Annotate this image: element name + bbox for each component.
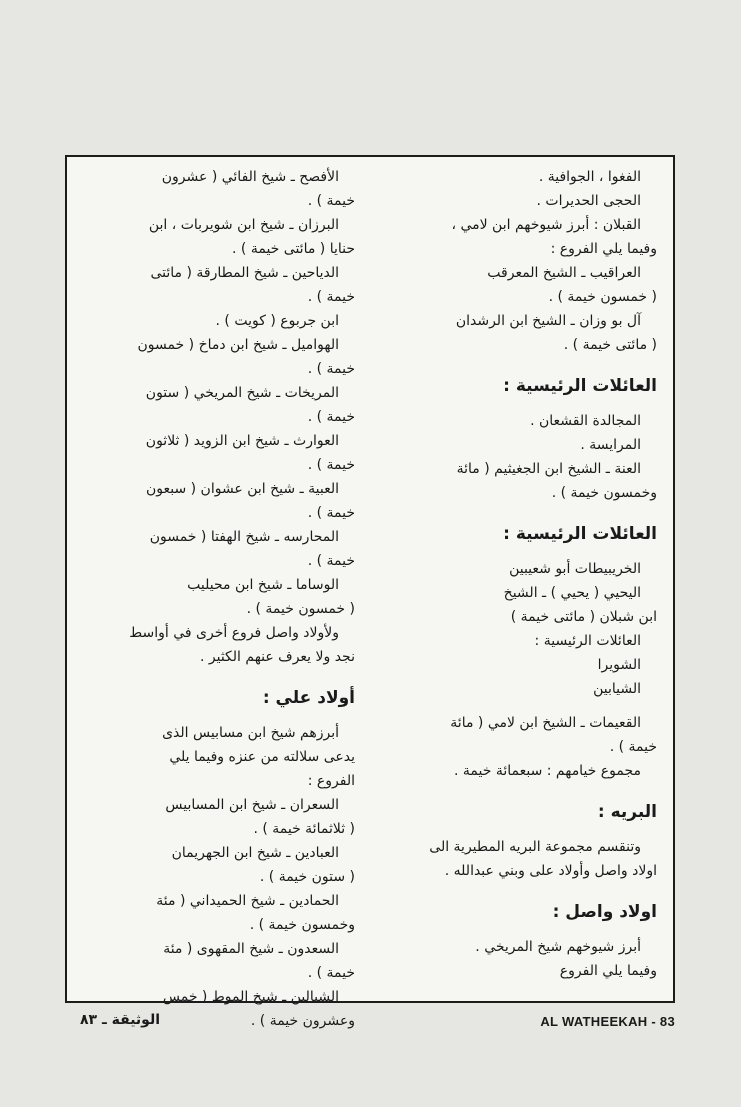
text-line: العبادين ـ شيخ ابن الجهريمان (171, 845, 339, 861)
text-line: ( خمسون خيمة ) . (246, 601, 355, 617)
text-line: حنايا ( مائتى خيمة ) . (232, 241, 355, 257)
text-line: المرايسة . (580, 437, 641, 453)
text-line: الوساما ـ شيخ ابن محيليب (187, 577, 339, 593)
text-line: وخمسون خيمة ) . (551, 485, 657, 501)
text-line: خيمة ) . (307, 361, 355, 377)
section-heading: اولاد واصل : (552, 902, 657, 922)
text-line: ولأولاد واصل فروع أخرى في أواسط (129, 625, 339, 641)
text-line: الشويرا (597, 657, 641, 673)
text-line: الحجى الحديرات . (536, 193, 641, 209)
text-line: خيمة ) . (307, 289, 355, 305)
text-line: آل بو وزان ـ الشيخ ابن الرشدان (455, 313, 641, 329)
text-line: اليحيي ( يحيي ) ـ الشيخ (503, 585, 641, 601)
text-line: القعيمات ـ الشيخ ابن لامي ( مائة (450, 715, 641, 731)
right-column (379, 165, 657, 983)
section-heading: العائلات الرئيسية : (503, 376, 657, 396)
text-line: القبلان : أبرز شيوخهم ابن لامي ، (451, 217, 641, 233)
text-line: ( مائتى خيمة ) . (563, 337, 657, 353)
text-line: نجد ولا يعرف عنهم الكثير . (199, 649, 355, 665)
text-line: الخريبيطات أبو شعيبين (509, 561, 641, 577)
text-line: خيمة ) . (307, 965, 355, 981)
text-line: وعشرون خيمة ) . (250, 1013, 355, 1029)
text-line: المحارسه ـ شيخ الهفتا ( خمسون (149, 529, 339, 545)
text-line: خيمة ) . (307, 457, 355, 473)
text-line: ابن جربوع ( كويت ) . (215, 313, 339, 329)
text-line: يدعى سلالته من عنزه وفيما يلي (169, 749, 355, 765)
text-line: وفيما يلي الفروع : (550, 241, 657, 257)
text-line: المجالدة القشعان . (530, 413, 641, 429)
text-line: السعدون ـ شيخ المقهوى ( مئة (163, 941, 339, 957)
text-line: الدياحين ـ شيخ المطارقة ( مائتى (150, 265, 339, 281)
text-line: الحمادين ـ شيخ الحميداني ( مئة (156, 893, 339, 909)
text-line: خيمة ) . (307, 409, 355, 425)
text-line: ابن شبلان ( مائتى خيمة ) (510, 609, 657, 625)
text-line: وتنقسم مجموعة البريه المطيرية الى (429, 839, 641, 855)
section-heading: العائلات الرئيسية : (503, 524, 657, 544)
section-heading: أولاد علي : (262, 688, 355, 708)
text-line: ( خمسون خيمة ) . (548, 289, 657, 305)
text-line: المريخات ـ شيخ المريخي ( ستون (145, 385, 339, 401)
text-line: مجموع خيامهم : سبعمائة خيمة . (454, 763, 641, 779)
text-line: وفيما يلي الفروع (559, 963, 657, 979)
text-line: الشيابين (593, 681, 641, 697)
text-line: أبرزهم شيخ ابن مسابيس الذى (162, 725, 339, 741)
text-line: العنة ـ الشيخ ابن الجغيثيم ( مائة (456, 461, 641, 477)
text-line: خيمة ) . (609, 739, 657, 755)
text-line: العوارث ـ شيخ ابن الزويد ( ثلاثون (145, 433, 339, 449)
text-line: اولاد واصل وأولاد على وبني عبدالله . (444, 863, 657, 879)
text-line: العائلات الرئيسية : (534, 633, 641, 649)
text-line: خيمة ) . (307, 505, 355, 521)
text-line: ( ستون خيمة ) . (259, 869, 355, 885)
footer-english: AL WATHEEKAH - 83 (540, 1014, 675, 1029)
text-line: وخمسون خيمة ) . (249, 917, 355, 933)
footer-arabic: الوثيقة ـ ٨٣ (80, 1012, 160, 1028)
text-line: الشيالين ـ شيخ الموط ( خمس (162, 989, 339, 1005)
text-line: البرزان ـ شيخ ابن شويربات ، ابن (148, 217, 339, 233)
text-line: الهواميل ـ شيخ ابن دماخ ( خمسون (137, 337, 339, 353)
text-line: الفغوا ، الجوافية . (538, 169, 641, 185)
text-line: الفروع : (307, 773, 355, 789)
section-heading: البريه : (597, 802, 657, 822)
text-line: العراقيب ـ الشيخ المعرقب (487, 265, 641, 281)
left-column (77, 165, 355, 1033)
text-line: خيمة ) . (307, 193, 355, 209)
text-line: السعران ـ شيخ ابن المسابيس (165, 797, 339, 813)
text-line: العبية ـ شيخ ابن عشوان ( سبعون (145, 481, 339, 497)
text-line: أبرز شيوخهم شيخ المريخي . (475, 939, 641, 955)
text-line: الأفصح ـ شيخ الفائي ( عشرون (161, 169, 339, 185)
text-line: ( ثلاثمائة خيمة ) . (253, 821, 355, 837)
text-line: خيمة ) . (307, 553, 355, 569)
